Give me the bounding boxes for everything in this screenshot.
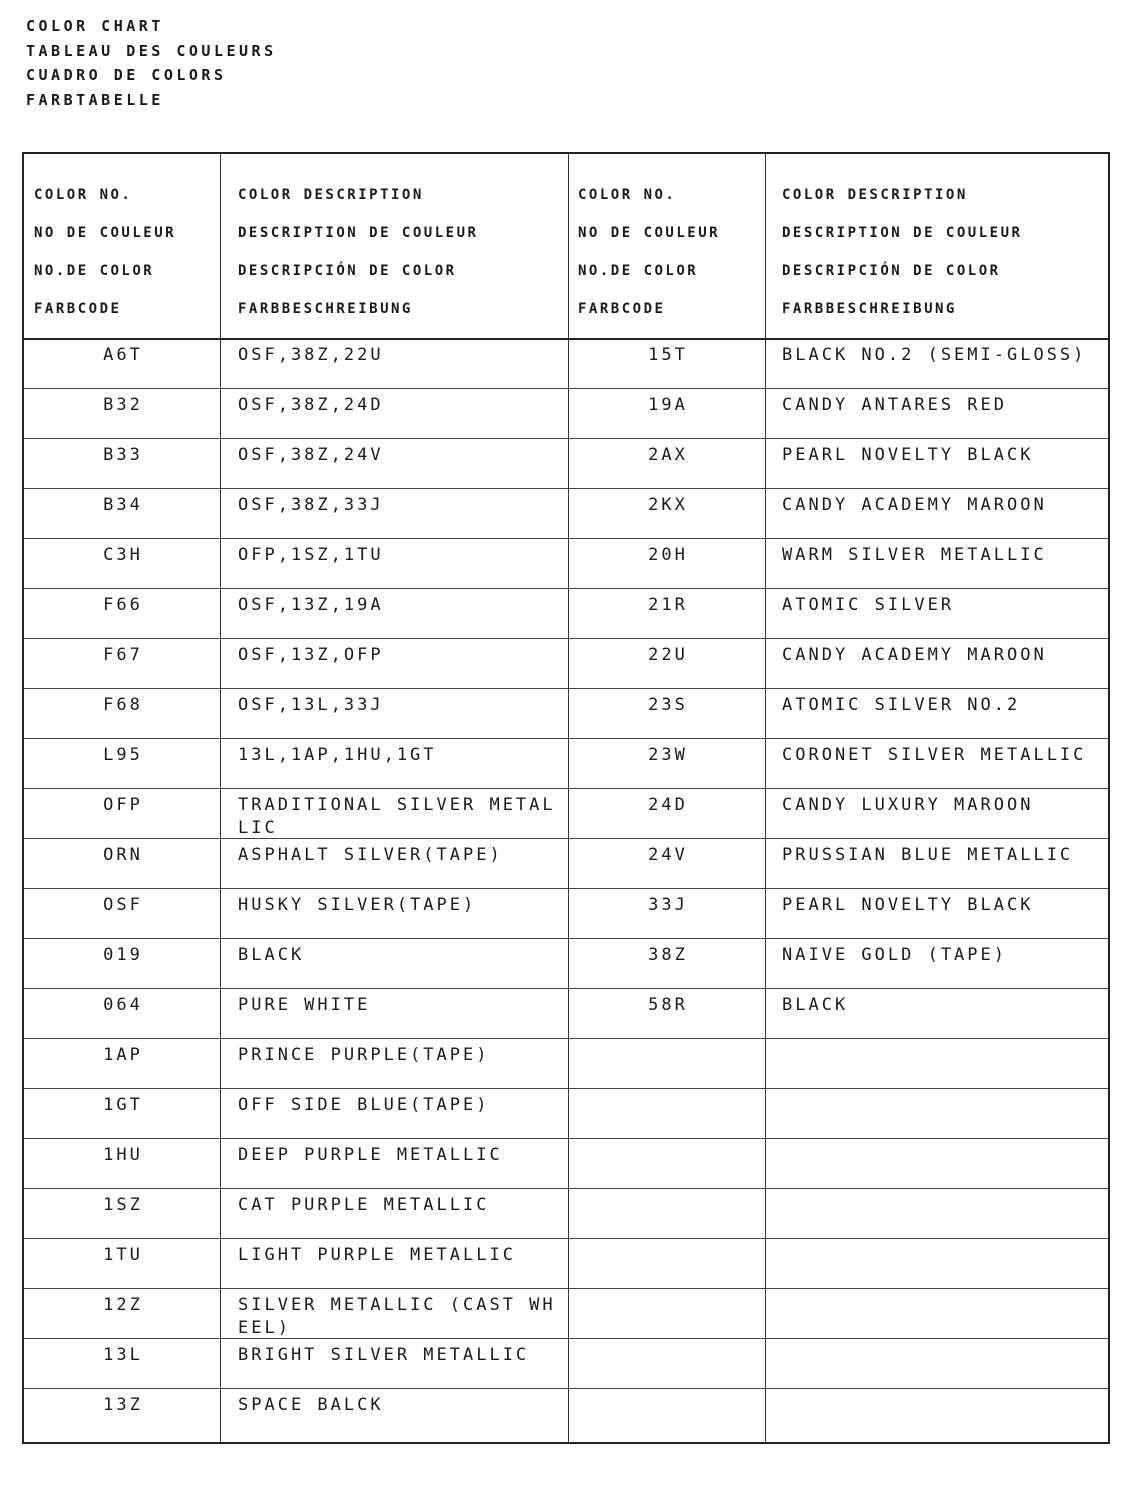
row-divider: [24, 788, 1108, 789]
color-description: OSF,38Z,33J: [238, 495, 384, 515]
color-code: B34: [103, 495, 143, 515]
color-code: F66: [103, 595, 143, 615]
row-divider: [24, 838, 1108, 839]
table-row: [24, 938, 1108, 988]
row-divider: [24, 1388, 1108, 1389]
table-row: [24, 688, 1108, 738]
table-row: [24, 338, 1108, 388]
color-code: 1SZ: [103, 1195, 143, 1215]
row-divider: [24, 1088, 1108, 1089]
color-code: B32: [103, 395, 143, 415]
color-code: C3H: [103, 545, 143, 565]
color-code: 23W: [648, 745, 688, 765]
color-code: 20H: [648, 545, 688, 565]
color-code: 1TU: [103, 1245, 143, 1265]
table-row: [24, 1188, 1108, 1238]
color-chart-table: [22, 152, 1110, 1444]
row-divider: [24, 1188, 1108, 1189]
color-description: SPACE BALCK: [238, 1395, 384, 1415]
row-divider: [24, 988, 1108, 989]
color-code: 2AX: [648, 445, 688, 465]
row-divider: [24, 1338, 1108, 1339]
color-description: ATOMIC SILVER NO.2: [782, 695, 1021, 715]
color-code: 38Z: [648, 945, 688, 965]
color-code: 24D: [648, 795, 688, 815]
row-divider: [24, 1288, 1108, 1289]
color-description: OFF SIDE BLUE(TAPE): [238, 1095, 490, 1115]
color-description: ASPHALT SILVER(TAPE): [238, 845, 503, 865]
row-divider: [24, 888, 1108, 889]
color-description: CANDY ACADEMY MAROON: [782, 495, 1047, 515]
color-description: BRIGHT SILVER METALLIC: [238, 1345, 530, 1365]
header-color-description-left: COLOR DESCRIPTION DESCRIPTION DE COULEUR DESCRIPCIÓN DE COLOR FARBBESCHREIBUNG: [238, 187, 479, 317]
row-divider: [24, 638, 1108, 639]
color-description: 13L,1AP,1HU,1GT: [238, 745, 437, 765]
color-description: BLACK NO.2 (SEMI-GLOSS): [782, 345, 1087, 365]
color-code: 23S: [648, 695, 688, 715]
color-description: CANDY LUXURY MAROON: [782, 795, 1034, 815]
chart-titles: [26, 14, 277, 112]
title-spanish: CUADRO DE COLORS: [26, 66, 227, 84]
color-code: 12Z: [103, 1295, 143, 1315]
table-row: [24, 588, 1108, 638]
color-description: PURE WHITE: [238, 995, 371, 1015]
table-row: [24, 1388, 1108, 1438]
color-description: OSF,38Z,24V: [238, 445, 384, 465]
color-code: 58R: [648, 995, 688, 1015]
color-description: OSF,13L,33J: [238, 695, 384, 715]
table-row: [24, 738, 1108, 788]
color-description: OSF,38Z,22U: [238, 345, 384, 365]
color-description: LIGHT PURPLE METALLIC: [238, 1245, 516, 1265]
table-row: [24, 1138, 1108, 1188]
table-row: [24, 488, 1108, 538]
row-divider: [24, 688, 1108, 689]
table-row: [24, 1238, 1108, 1288]
color-description: OSF,13Z,19A: [238, 595, 384, 615]
color-code: 1GT: [103, 1095, 143, 1115]
row-divider: [24, 1138, 1108, 1139]
row-divider: [24, 488, 1108, 489]
color-code: 15T: [648, 345, 688, 365]
color-description: HUSKY SILVER(TAPE): [238, 895, 477, 915]
row-divider: [24, 438, 1108, 439]
color-code: L95: [103, 745, 143, 765]
color-description: OSF,13Z,OFP: [238, 645, 384, 665]
table-row: [24, 1338, 1108, 1388]
color-description: OSF,38Z,24D: [238, 395, 384, 415]
table-row: [24, 1088, 1108, 1138]
color-description: PRINCE PURPLE(TAPE): [238, 1045, 490, 1065]
color-code: 22U: [648, 645, 688, 665]
color-description: WARM SILVER METALLIC: [782, 545, 1047, 565]
color-description: ATOMIC SILVER: [782, 595, 955, 615]
row-divider: [24, 388, 1108, 389]
row-divider: [24, 588, 1108, 589]
color-description: PEARL NOVELTY BLACK: [782, 895, 1034, 915]
title-german: FARBTABELLE: [26, 90, 164, 109]
color-code: 2KX: [648, 495, 688, 515]
color-description: BLACK: [238, 945, 305, 965]
table-row: [24, 888, 1108, 938]
color-code: 064: [103, 995, 143, 1015]
row-divider: [24, 1238, 1108, 1239]
color-description: BLACK: [782, 995, 849, 1015]
color-code: 019: [103, 945, 143, 965]
color-code: 1AP: [103, 1045, 143, 1065]
color-code: ORN: [103, 845, 143, 865]
table-row: [24, 438, 1108, 488]
row-divider: [24, 738, 1108, 739]
row-divider: [24, 938, 1108, 939]
color-code: 13L: [103, 1345, 143, 1365]
color-code: B33: [103, 445, 143, 465]
color-description: NAIVE GOLD (TAPE): [782, 945, 1007, 965]
color-description: CANDY ACADEMY MAROON: [782, 645, 1047, 665]
table-row: [24, 538, 1108, 588]
color-description: PEARL NOVELTY BLACK: [782, 445, 1034, 465]
color-code: 1HU: [103, 1145, 143, 1165]
color-description: OFP,1SZ,1TU: [238, 545, 384, 565]
color-code: OFP: [103, 795, 143, 815]
header-color-description-right: COLOR DESCRIPTION DESCRIPTION DE COULEUR DESCRIPCIÓN DE COLOR FARBBESCHREIBUNG: [782, 187, 1023, 317]
color-description: DEEP PURPLE METALLIC: [238, 1145, 503, 1165]
color-description: PRUSSIAN BLUE METALLIC: [782, 845, 1074, 865]
color-code: 13Z: [103, 1395, 143, 1415]
color-code: 19A: [648, 395, 688, 415]
table-row: [24, 788, 1108, 838]
header-color-no-right: COLOR NO. NO DE COULEUR NO.DE COLOR FARBCODE: [578, 187, 721, 317]
table-row: [24, 1288, 1108, 1338]
color-code: F67: [103, 645, 143, 665]
color-code: F68: [103, 695, 143, 715]
color-description: CORONET SILVER METALLIC: [782, 745, 1087, 765]
color-description: CAT PURPLE METALLIC: [238, 1195, 490, 1215]
table-row: [24, 638, 1108, 688]
table-row: [24, 1038, 1108, 1088]
color-code: 33J: [648, 895, 688, 915]
row-divider: [24, 1038, 1108, 1039]
color-code: A6T: [103, 345, 143, 365]
color-description: TRADITIONAL SILVER METALLIC: [238, 795, 556, 838]
table-row: [24, 838, 1108, 888]
color-description: CANDY ANTARES RED: [782, 395, 1007, 415]
color-code: OSF: [103, 895, 143, 915]
table-row: [24, 388, 1108, 438]
row-divider: [24, 538, 1108, 539]
title-french: TABLEAU DES COULEURS: [26, 41, 277, 60]
color-code: 21R: [648, 595, 688, 615]
color-code: 24V: [648, 845, 688, 865]
title-english: COLOR CHART: [26, 17, 164, 35]
header-color-no-left: COLOR NO. NO DE COULEUR NO.DE COLOR FARBCODE: [34, 187, 177, 317]
color-description: SILVER METALLIC (CAST WHEEL): [238, 1295, 556, 1338]
table-row: [24, 988, 1108, 1038]
